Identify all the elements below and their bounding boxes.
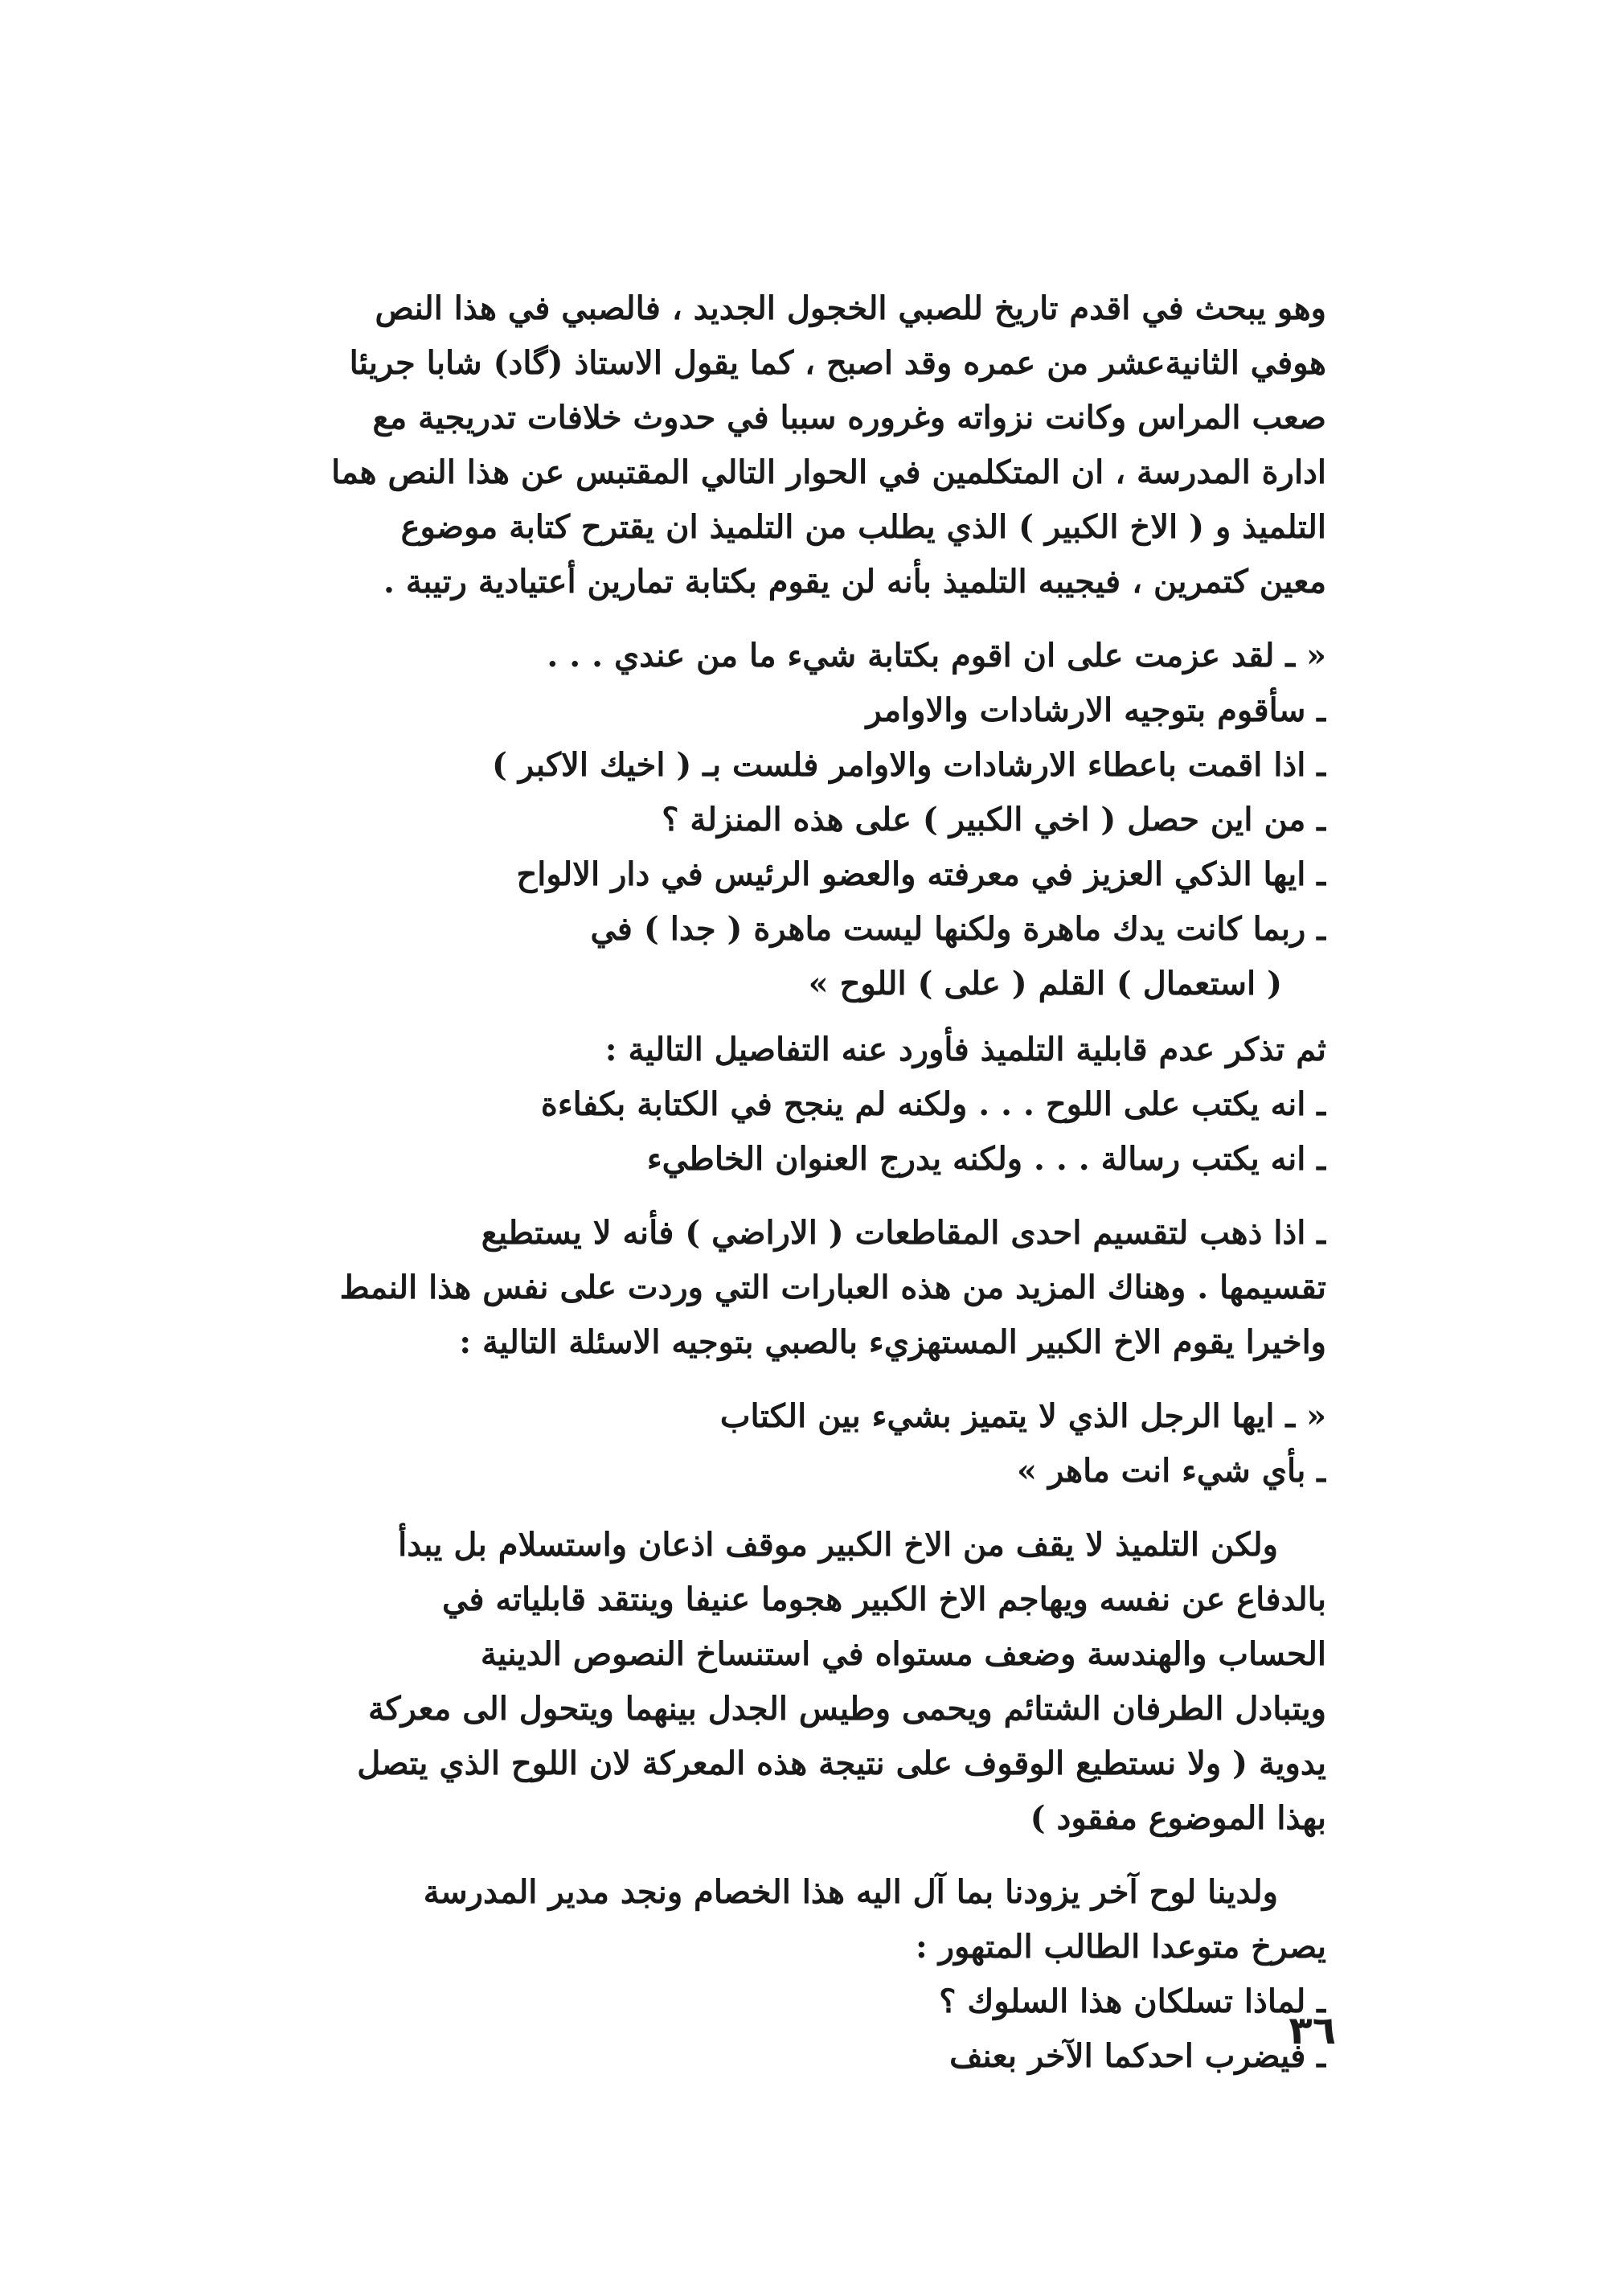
paragraph-5 — [281, 1865, 1326, 1974]
spacer — [281, 1846, 1326, 1865]
spacer — [281, 609, 1326, 629]
dialogue-line: ـ فيضرب احدكما الآخر بعنف — [949, 2037, 1326, 2075]
spacer — [281, 1370, 1326, 1389]
text-line: ـ انه يكتب على اللوح . . . ولكنه لم ينجح في الكتابة بكفاءة — [540, 1085, 1326, 1123]
text-line: يصرخ متوعدا الطالب المتهور : — [916, 1928, 1326, 1966]
dialogue-line: « ـ لقد عزمت على ان اقوم بكتابة شيء ما من عندي . . . — [547, 637, 1326, 674]
text-line: واخيرا يقوم الاخ الكبير المستهزيء بالصبي بتوجيه الاسئلة التالية : — [459, 1323, 1326, 1361]
text-line: ادارة المدرسة ، ان المتكلمين في الحوار التالي المقتبس عن هذا النص هما — [331, 453, 1326, 491]
page-number: ٣٦ — [1288, 2008, 1336, 2053]
dialogue-line: ـ اذا اقمت باعطاء الارشادات والاوامر فلست بـ ( اخيك الاكبر ) — [491, 746, 1326, 784]
text-line: ـ انه يكتب رسالة . . . ولكنه يدرج العنوان الخاطيء — [646, 1140, 1326, 1178]
dialogue-line: ـ سأقوم بتوجيه الارشادات والاوامر — [866, 691, 1326, 729]
spacer — [281, 1011, 1326, 1023]
dialogue-line: ـ ربما كانت يدك ماهرة ولكنها ليست ماهرة ( جدا ) في — [590, 910, 1326, 948]
text-line: يدوية ( ولا نستطيع الوقوف على نتيجة هذه المعركة لان اللوح الذي يتصل — [357, 1745, 1326, 1782]
text-line: بالدفاع عن نفسه ويهاجم الاخ الكبير هجوما عنيفا وينتقد قابلياته في — [442, 1581, 1326, 1618]
paragraph-2 — [281, 1023, 1326, 1187]
dialogue-line: ـ بأي شيء انت ماهر » — [1017, 1452, 1326, 1490]
paragraph-1 — [281, 281, 1326, 609]
text-line: بهذا الموضوع مفقود ) — [1030, 1799, 1326, 1837]
text-line: ولكن التلميذ لا يقف من الاخ الكبير موقف اذعان واستسلام بل يبدأ — [398, 1526, 1278, 1564]
text-line: ثم تذكر عدم قابلية التلميذ فأورد عنه التفاصيل التالية : — [604, 1031, 1326, 1068]
text-line: الحساب والهندسة وضعف مستواه في استنساخ النصوص الدينية — [480, 1635, 1326, 1673]
paragraph-4 — [281, 1518, 1326, 1846]
text-line: معين كتمرين ، فيجيبه التلميذ بأنه لن يقوم بكتابة تمارين أعتيادية رتيبة . — [383, 563, 1326, 601]
dialogue-line: ـ لماذا تسلكان هذا السلوك ؟ — [939, 1982, 1326, 2020]
text-line: وهو يبحث في اقدم تاريخ للصبي الخجول الجديد ، فالصبي في هذا النص — [375, 289, 1326, 327]
text-line: ـ اذا ذهب لتقسيم احدى المقاطعات ( الاراضي ) فأنه لا يستطيع — [481, 1214, 1326, 1252]
dialogue-line: « ـ ايها الرجل الذي لا يتميز بشيء بين الكتاب — [719, 1397, 1326, 1435]
text-line: التلميذ و ( الاخ الكبير ) الذي يطلب من التلميذ ان يقترح كتابة موضوع — [400, 508, 1326, 546]
dialogue-2 — [281, 1389, 1326, 1499]
dialogue-1 — [281, 629, 1326, 1011]
spacer — [281, 1499, 1326, 1518]
text-block — [281, 281, 1326, 2084]
text-line: هوفي الثانيةعشر من عمره وقد اصبح ، كما يقول الاستاذ (گاد) شابا جريئا — [349, 344, 1326, 382]
text-line: ولدينا لوح آخر يزودنا بما آل اليه هذا الخصام ونجد مدير المدرسة — [423, 1873, 1278, 1911]
spacer — [281, 1187, 1326, 1206]
dialogue-line: ـ من اين حصل ( اخي الكبير ) على هذه المنزلة ؟ — [662, 801, 1326, 838]
text-line: صعب المراس وكانت نزواته وغروره سببا في حدوث خلافات تدريجية مع — [372, 399, 1326, 437]
paragraph-3 — [281, 1206, 1326, 1370]
text-line: ويتبادل الطرفان الشتائم ويحمى وطيس الجدل بينهما ويتحول الى معركة — [368, 1690, 1326, 1728]
dialogue-line: ـ ايها الذكي العزيز في معرفته والعضو الرئيس في دار الالواح — [516, 855, 1326, 893]
dialogue-3 — [281, 1974, 1326, 2084]
dialogue-line: ( استعمال ) القلم ( على ) اللوح » — [808, 965, 1282, 1002]
text-line: تقسيمها . وهناك المزيد من هذه العبارات التي وردت على نفس هذا النمط — [339, 1269, 1326, 1306]
